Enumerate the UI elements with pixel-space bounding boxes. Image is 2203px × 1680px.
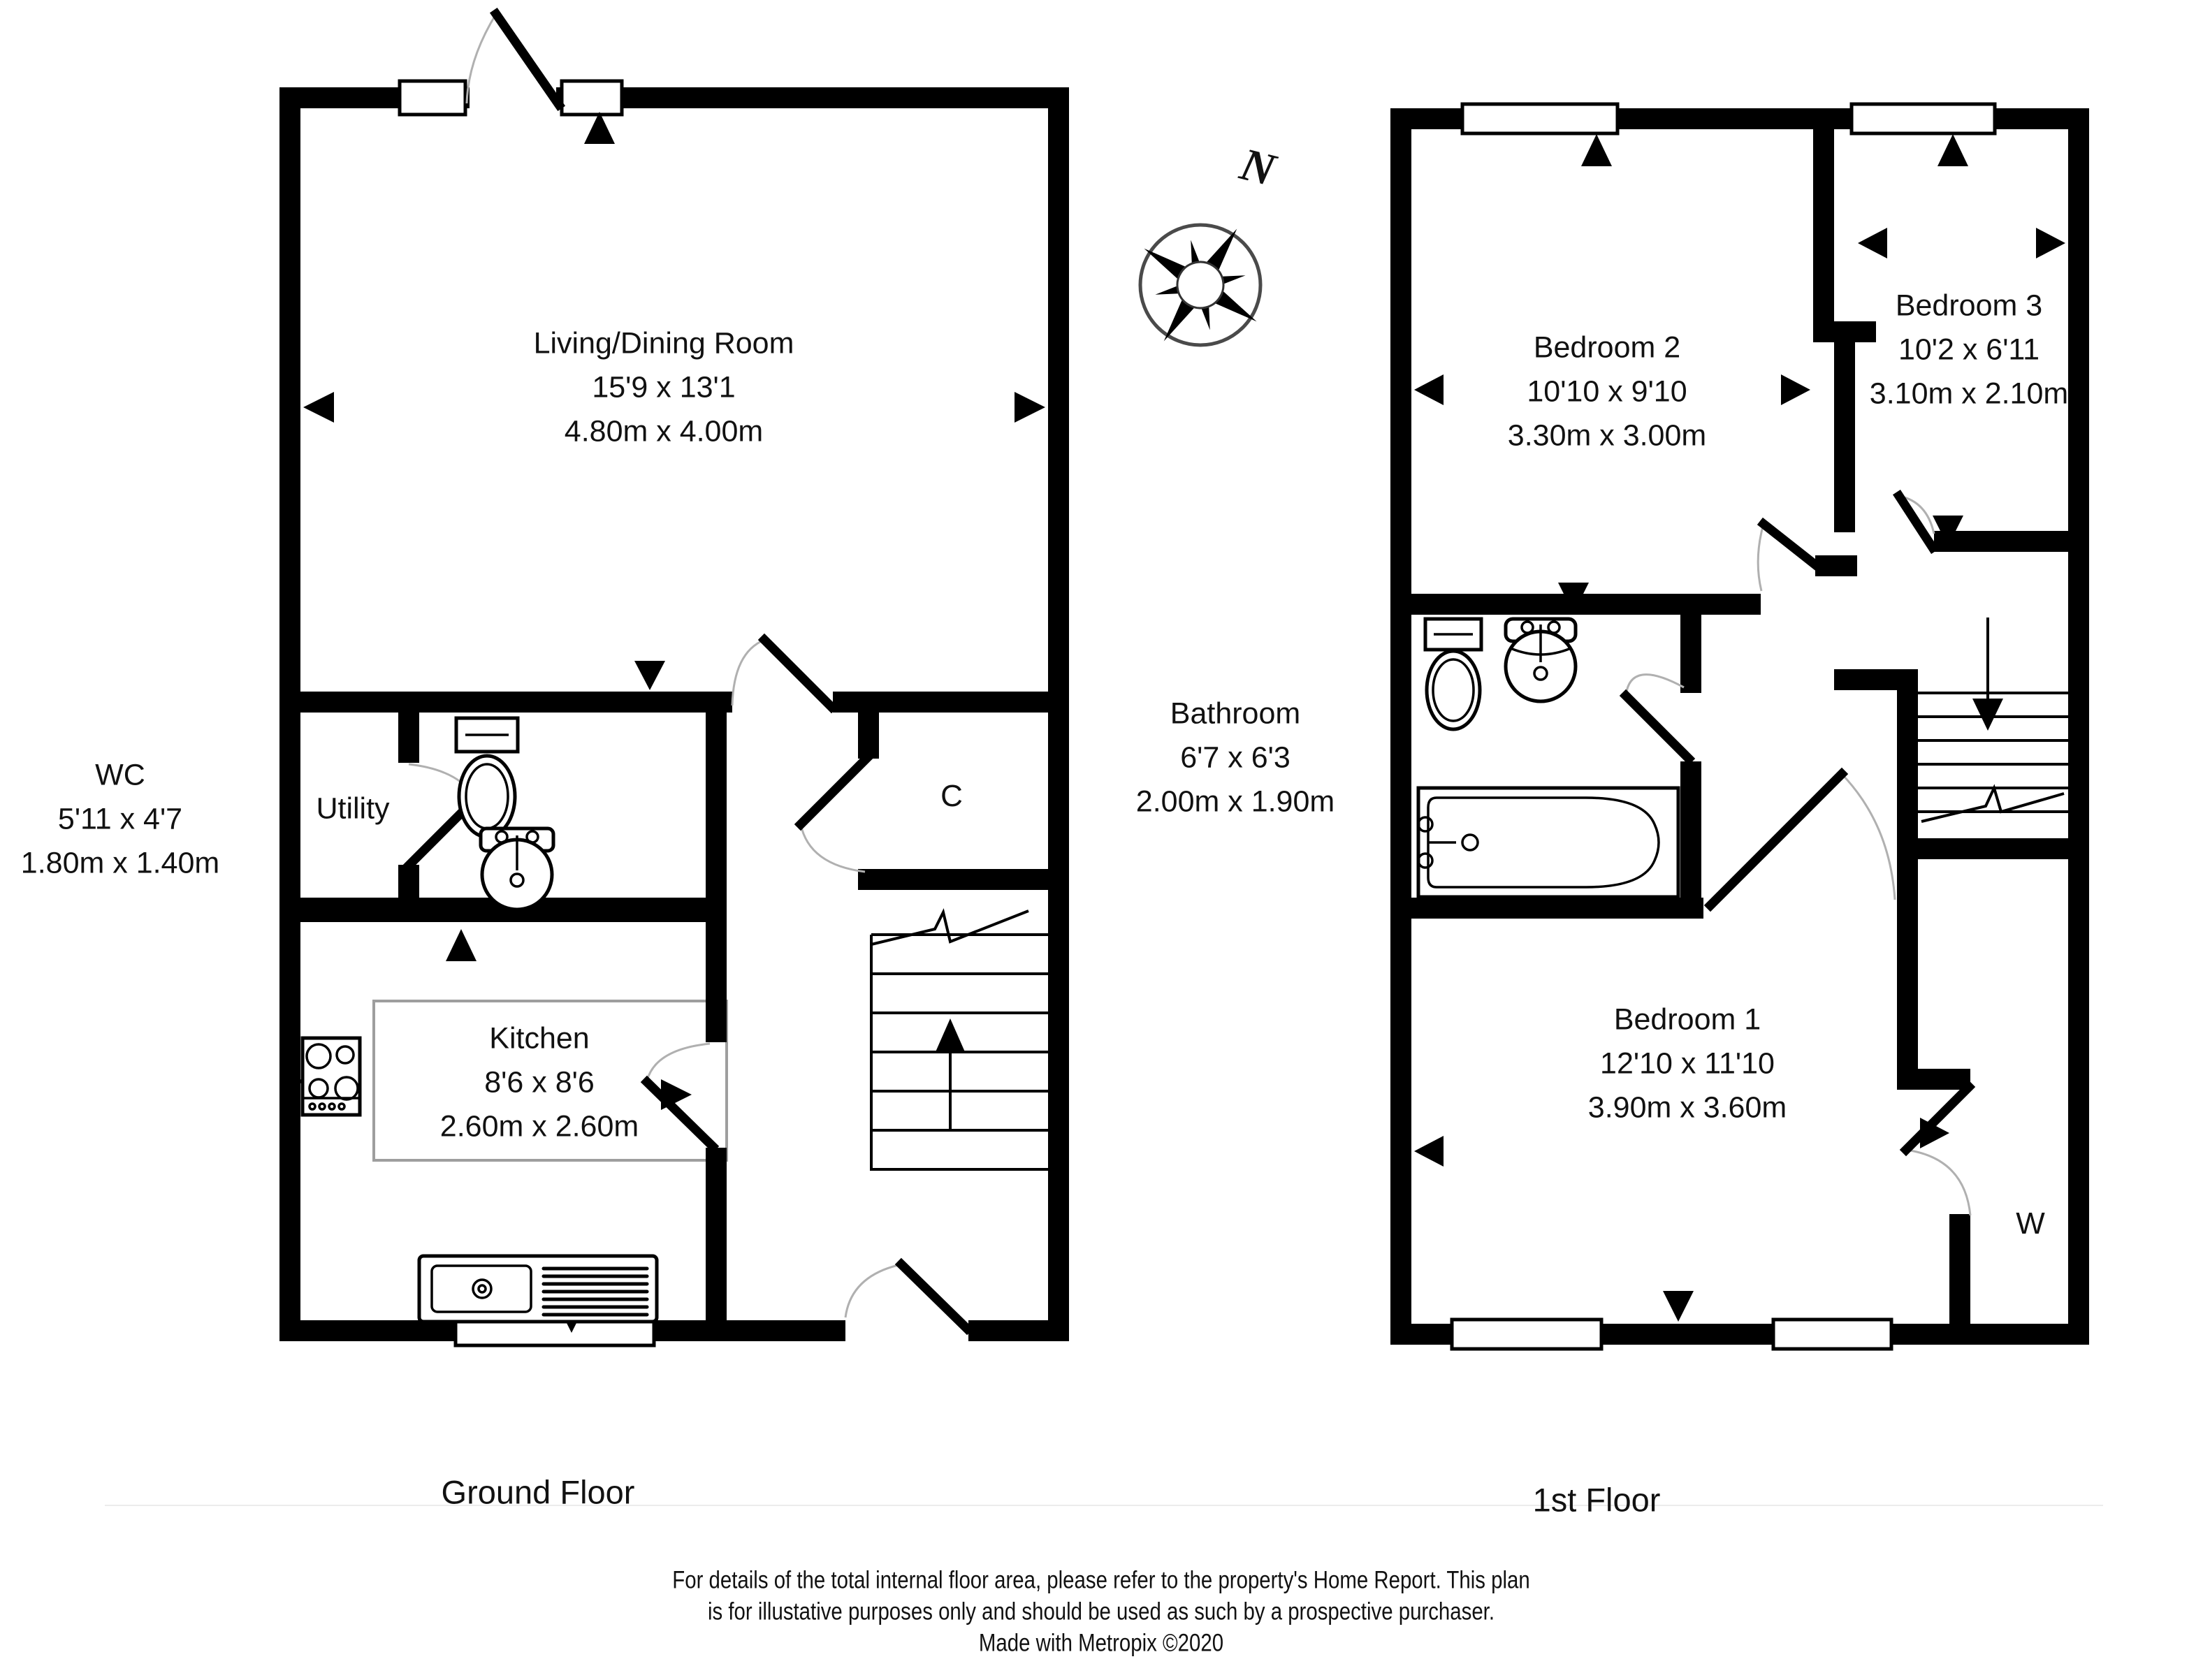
wc-name: WC <box>95 758 145 792</box>
ground-floor-label: Ground Floor <box>441 1473 635 1511</box>
utility-name: Utility <box>316 791 390 826</box>
rear-door <box>467 14 559 105</box>
bedroom1-window-left <box>1452 1320 1601 1349</box>
hall-divider-wall <box>647 713 727 1320</box>
living-window-right <box>562 81 622 115</box>
bedroom2-size-imperial: 10'10 x 9'10 <box>1527 374 1687 409</box>
bedroom2-window <box>1462 104 1617 133</box>
bedroom1-size-imperial: 12'10 x 11'10 <box>1600 1046 1775 1081</box>
bedroom3-door <box>1899 496 2068 552</box>
ground-outer-walls <box>279 87 1069 1341</box>
hob-icon <box>303 1038 360 1115</box>
bedroom1-name: Bedroom 1 <box>1613 1002 1761 1037</box>
cupboard-walls-and-door <box>801 713 1048 890</box>
kitchen-sink-icon <box>419 1256 657 1322</box>
bedroom3-window <box>1852 104 1995 133</box>
bedroom1-window-right <box>1773 1320 1891 1349</box>
bedroom2-size-metric: 3.30m x 3.00m <box>1507 418 1707 453</box>
bedroom3-size-imperial: 10'2 x 6'11 <box>1898 333 2040 367</box>
compass-rose-icon <box>1107 192 1293 378</box>
bathroom-size-metric: 2.00m x 1.90m <box>1135 784 1335 819</box>
bathroom-size-imperial: 6'7 x 6'3 <box>1180 740 1290 775</box>
bathroom-name: Bathroom <box>1170 696 1301 731</box>
living-room-size-imperial: 15'9 x 13'1 <box>592 370 736 404</box>
stair-break-line <box>1921 788 2064 821</box>
front-door <box>845 1264 967 1329</box>
bedroom2-name: Bedroom 2 <box>1533 330 1681 365</box>
kitchen-size-metric: 2.60m x 2.60m <box>439 1109 639 1144</box>
cupboard-label: C <box>940 779 963 813</box>
bedroom1-door <box>1710 774 1895 905</box>
footer-line-3: Made with Metropix ©2020 <box>978 1629 1224 1657</box>
bathroom-toilet-icon <box>1425 619 1481 729</box>
bedroom-divider-wall <box>1813 108 1876 532</box>
wc-size-metric: 1.80m x 1.40m <box>20 846 220 880</box>
staircase-first <box>1834 618 2068 859</box>
staircase-ground <box>871 911 1048 1171</box>
first-floor-label: 1st Floor <box>1532 1481 1661 1519</box>
wc-sink-icon <box>481 828 553 910</box>
footer-line-2: is for illustative purposes only and should be used as such by a prospective purchaser. <box>707 1598 1495 1626</box>
living-room-name: Living/Dining Room <box>533 326 794 360</box>
bedroom1-size-metric: 3.90m x 3.60m <box>1587 1090 1787 1125</box>
living-room-size-metric: 4.80m x 4.00m <box>564 414 764 448</box>
bathroom-sink-icon <box>1506 619 1576 701</box>
kitchen-name: Kitchen <box>489 1021 590 1056</box>
living-hall-wall <box>300 640 1048 713</box>
bedroom3-size-metric: 3.10m x 2.10m <box>1869 377 2069 411</box>
stair-up-arrow <box>935 1018 966 1053</box>
kitchen-size-imperial: 8'6 x 8'6 <box>484 1065 595 1100</box>
divider-rule <box>105 1505 2103 1506</box>
footer-line-1: For details of the total internal floor area, please refer to the property's Home Report. This plan <box>672 1566 1530 1594</box>
wardrobe-walls-and-door <box>1897 859 1970 1324</box>
toilet-icon <box>456 718 518 837</box>
wardrobe-label: W <box>2016 1206 2045 1241</box>
stair-break-line <box>871 911 1028 944</box>
wc-size-imperial: 5'11 x 4'7 <box>57 802 183 836</box>
compass-north-label: N <box>1235 138 1281 196</box>
stair-down-arrow <box>1972 699 2003 731</box>
living-window-left <box>400 81 465 115</box>
ground-floor-plan <box>279 14 1069 1345</box>
bedroom2-door <box>1390 524 1857 615</box>
bedroom3-name: Bedroom 3 <box>1895 288 2043 323</box>
bathtub-icon <box>1418 788 1678 897</box>
